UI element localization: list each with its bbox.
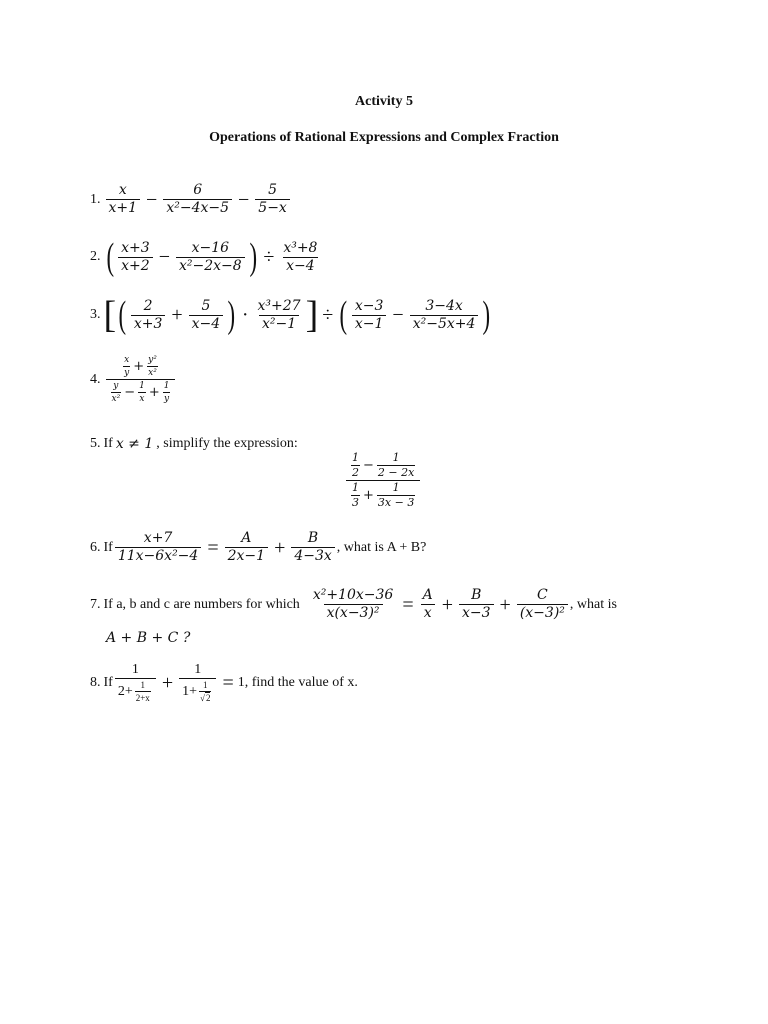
numerator: x (124, 355, 130, 365)
condition: x ≠ 1 (115, 436, 154, 452)
denominator: 3x − 3 (377, 496, 415, 509)
numerator: 1 (139, 381, 145, 391)
problem-5 (90, 436, 298, 452)
numerator: x³+8 (283, 239, 318, 256)
radicand: 2 (205, 693, 211, 703)
operator: · (241, 304, 249, 326)
fraction (280, 241, 320, 274)
numerator: 1 (131, 662, 139, 677)
denominator-term: 1+ (182, 684, 197, 699)
operator: ÷ (263, 246, 275, 268)
fraction (310, 588, 397, 621)
denominator (199, 691, 211, 703)
numerator: 1 (163, 381, 170, 391)
numerator: y² (148, 355, 157, 365)
complex-fraction (115, 662, 156, 703)
denominator: x−1 (352, 315, 387, 332)
fraction (189, 299, 224, 332)
denominator: x+3 (131, 315, 166, 332)
fraction (255, 183, 290, 216)
fraction (225, 531, 268, 564)
numerator: x³+27 (257, 297, 301, 314)
fraction (163, 183, 232, 216)
problem-6 (90, 531, 426, 564)
problem-number: 3. (90, 307, 101, 322)
right-paren: ) (482, 294, 491, 336)
denominator: x+2 (118, 257, 153, 274)
numerator: 3−4x (425, 297, 463, 314)
activity-subtitle: Operations of Rational Expressions and Complex Fraction (209, 130, 559, 145)
fraction (135, 680, 151, 703)
denominator: y (124, 368, 130, 378)
operator: − (158, 246, 170, 268)
problem-1 (90, 183, 292, 216)
complex-fraction (106, 355, 176, 404)
denominator: 11x−6x²−4 (115, 547, 202, 564)
problem-text: 1, find the value of x. (237, 674, 358, 690)
operator: ÷ (322, 304, 334, 326)
problem-text: If (103, 539, 113, 555)
denominator: x+1 (106, 199, 141, 216)
complex-numerator (118, 355, 163, 379)
operator: + (499, 593, 511, 616)
numerator: y (113, 381, 119, 391)
numerator: x²+10x−36 (312, 587, 394, 603)
denominator: x(x−3)² (324, 604, 383, 621)
left-paren: ( (118, 294, 127, 336)
numerator: 1 (352, 451, 359, 464)
problem-text: , what is A + B? (336, 539, 427, 555)
denominator: x−3 (459, 604, 494, 621)
numerator: 6 (193, 182, 203, 198)
operator: − (392, 304, 404, 326)
numerator: x (118, 182, 127, 198)
fraction (115, 531, 202, 564)
fraction (291, 531, 334, 564)
left-paren: ( (106, 236, 114, 278)
fraction (410, 299, 479, 332)
numerator: 1 (194, 662, 202, 677)
operator: + (133, 359, 145, 374)
denominator: y (164, 394, 170, 404)
denominator: x²−5x+4 (410, 315, 479, 332)
problem-8 (90, 662, 358, 703)
fraction (118, 241, 153, 274)
operator: + (274, 536, 286, 559)
problem-number: 1. (90, 191, 101, 207)
denominator: x−4 (283, 257, 318, 274)
numerator: x−16 (191, 239, 230, 256)
problem-text: , simplify the expression: (156, 436, 298, 451)
fraction (176, 241, 245, 274)
operator: − (146, 188, 158, 211)
problem-4 (90, 355, 177, 404)
denominator: x²−2x−8 (176, 257, 245, 274)
fraction (377, 452, 415, 479)
problem-number: 6. (90, 539, 101, 555)
numerator: 1 (140, 680, 146, 690)
operator: − (363, 458, 374, 473)
operator: + (148, 385, 160, 400)
fraction (351, 452, 360, 479)
equals-sign: = (222, 671, 234, 694)
activity-title: Activity 5 (355, 94, 413, 109)
complex-fraction (179, 662, 216, 703)
denominator: 4−3x (291, 547, 334, 564)
problem-number: 8. (90, 674, 101, 690)
fraction (351, 482, 360, 509)
problem-number: 7. (90, 596, 101, 612)
operator: + (161, 671, 174, 694)
complex-denominator (179, 678, 216, 703)
numerator: x+3 (121, 239, 150, 256)
denominator: (x−3)² (517, 604, 568, 621)
numerator: 5 (268, 182, 278, 198)
left-paren: ( (339, 294, 348, 336)
denominator: 2 (352, 466, 359, 479)
numerator: B (307, 530, 319, 546)
numerator: x−3 (354, 297, 384, 314)
right-bracket: ] (305, 294, 319, 336)
problem-number: 5. (90, 436, 101, 451)
denominator: x² (148, 368, 157, 378)
denominator: x²−1 (259, 315, 299, 332)
numerator: 1 (392, 481, 400, 494)
numerator: 1 (202, 680, 208, 690)
operator: − (238, 188, 250, 211)
complex-denominator (106, 379, 176, 404)
fraction (106, 183, 141, 216)
denominator: x² (111, 394, 121, 404)
sqrt-symbol: √ (200, 693, 205, 703)
fraction (420, 588, 436, 621)
denominator: 5−x (255, 199, 290, 216)
right-paren: ) (227, 294, 236, 336)
fraction (459, 588, 494, 621)
denominator-term: 2+ (117, 684, 133, 699)
numerator: A (241, 530, 252, 546)
denominator: x (139, 394, 145, 404)
numerator: A (422, 587, 433, 603)
fraction (199, 680, 211, 703)
problem-number: 2. (90, 249, 101, 264)
denominator: x²−4x−5 (163, 199, 232, 216)
denominator: 2x−1 (225, 547, 268, 564)
problem-3 (90, 296, 493, 334)
denominator: 2+x (135, 693, 150, 703)
complex-denominator (115, 678, 156, 703)
denominator: x (421, 604, 435, 621)
operator: + (441, 593, 453, 616)
problem-7-line2: A + B + C ? (106, 630, 191, 646)
numerator: C (537, 587, 548, 603)
fraction (111, 381, 122, 404)
equals-sign: = (207, 536, 219, 559)
problem-text: If (103, 674, 113, 690)
fraction (255, 299, 304, 332)
left-bracket: [ (103, 294, 117, 336)
fraction (163, 381, 171, 404)
problem-5-expression (344, 452, 422, 509)
complex-denominator (346, 480, 420, 509)
complex-fraction (346, 452, 420, 509)
equals-sign: = (402, 593, 414, 616)
numerator: x+7 (143, 530, 173, 546)
problem-7 (90, 588, 617, 621)
fraction (352, 299, 387, 332)
problem-2 (90, 238, 322, 276)
numerator: 5 (201, 297, 211, 314)
fraction (147, 355, 158, 378)
problem-number: 4. (90, 371, 101, 387)
numerator: B (471, 587, 482, 603)
fraction (123, 355, 130, 378)
right-paren: ) (249, 236, 257, 278)
operator: + (171, 304, 183, 326)
numerator: 2 (143, 297, 153, 314)
operator: − (124, 385, 136, 400)
fraction (138, 381, 146, 404)
fraction (131, 299, 166, 332)
problem-text: If a, b and c are numbers for which (103, 596, 300, 612)
complex-numerator (346, 452, 420, 480)
fraction (517, 588, 568, 621)
operator: + (363, 488, 374, 503)
numerator: 1 (392, 451, 400, 464)
problem-text: , what is (569, 596, 617, 612)
denominator: 3 (352, 496, 359, 509)
fraction (377, 482, 415, 509)
denominator: 2 − 2x (377, 466, 415, 479)
numerator: 1 (352, 481, 359, 494)
problem-text: If (103, 436, 113, 451)
denominator: x−4 (189, 315, 224, 332)
